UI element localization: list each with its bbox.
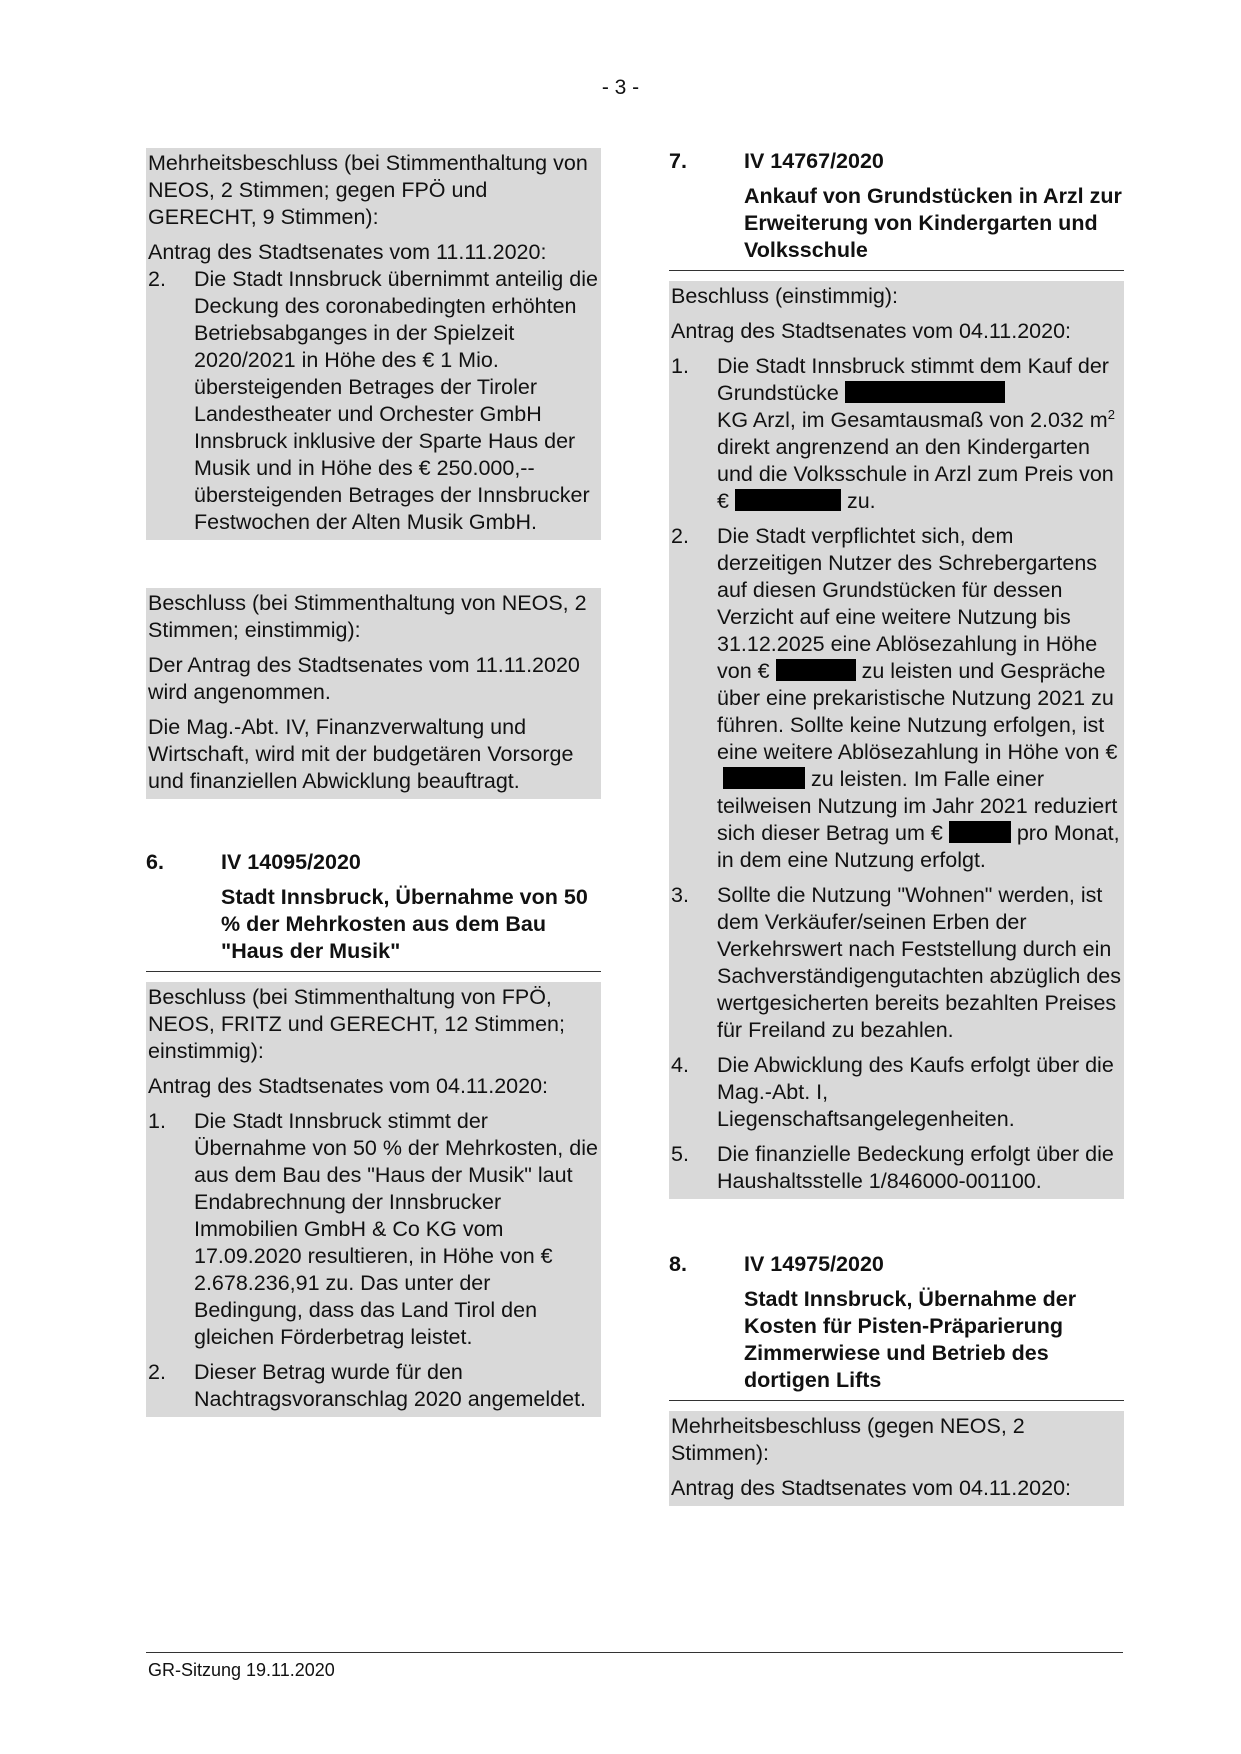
antrag-text: Antrag des Stadtsenates vom 04.11.2020: [148, 1074, 549, 1098]
item-list [148, 1108, 599, 1413]
item-number: 1. [671, 354, 689, 378]
paragraph: Der Antrag des Stadtsenates vom 11.11.2020 wird angenommen. [148, 653, 580, 704]
section-title: Ankauf von Grundstücken in Arzl zur Erweiterung von Kindergarten und Volksschule [744, 184, 1122, 262]
section-number: 7. [669, 149, 687, 173]
antrag-text: Antrag des Stadtsenates vom 11.11.2020: [148, 240, 547, 264]
left-column [146, 148, 601, 1417]
paragraph: Die Mag.-Abt. IV, Finanzverwaltung und Wirtschaft, wird mit der budgetären Vorsorge und finanziellen Abwicklung beauftragt. [148, 715, 574, 793]
divider [669, 1400, 1124, 1401]
page-number: - 3 - [601, 76, 640, 99]
section-number: 6. [146, 850, 164, 874]
list-item [671, 523, 1122, 874]
section-heading [669, 1251, 1124, 1278]
decision-text: Mehrheitsbeschluss (gegen NEOS, 2 Stimmen): [671, 1414, 1025, 1465]
list-item [671, 353, 1122, 515]
item-number: 4. [671, 1053, 689, 1077]
item-text [717, 353, 1122, 515]
decision-block-5-continued [146, 148, 601, 540]
section-7 [669, 148, 1124, 1199]
footer-text: GR-Sitzung 19.11.2020 [148, 1660, 335, 1680]
antrag-text: Antrag des Stadtsenates vom 04.11.2020: [671, 1476, 1072, 1500]
item-text: Die finanzielle Bedeckung erfolgt über die Haushaltsstelle 1/846000-001100. [717, 1142, 1114, 1193]
item-text: Die Abwicklung des Kaufs erfolgt über die Mag.-Abt. I, Liegenschaftsangelegenheiten. [717, 1053, 1114, 1131]
item-text-part: zu leisten. Im Falle einer teilweisen Nutzung im Jahr 2021 reduziert sich dieser Betrag um € [717, 767, 1118, 845]
right-column [669, 148, 1124, 1506]
redaction-box [723, 767, 805, 789]
decision-text: Beschluss (bei Stimmenthaltung von NEOS, 2 Stimmen; einstimmig): [148, 591, 587, 642]
list-item [148, 1108, 599, 1351]
section-title: Stadt Innsbruck, Übernahme von 50 % der Mehrkosten aus dem Bau "Haus der Musik" [221, 885, 588, 963]
section-number: 8. [669, 1252, 687, 1276]
item-text: Dieser Betrag wurde für den Nachtragsvoranschlag 2020 angemeldet. [194, 1360, 587, 1411]
list-item [671, 1052, 1122, 1133]
section-reference: IV 14767/2020 [744, 149, 884, 173]
item-text [717, 523, 1122, 874]
antrag-text: Antrag des Stadtsenates vom 04.11.2020: [671, 319, 1072, 343]
item-text-part: zu leisten und Gespräche über eine prekaristische Nutzung 2021 zu führen. Sollte keine Nutzung erfolgen, ist eine weitere Ablösezahlung in Höhe von € [717, 659, 1118, 764]
decision-text: Beschluss (bei Stimmenthaltung von FPÖ, NEOS, FRITZ und GERECHT, 12 Stimmen; einstimmig): [148, 985, 565, 1063]
divider [669, 270, 1124, 271]
footer-divider [146, 1652, 1123, 1653]
item-number: 5. [671, 1142, 689, 1166]
item-number: 1. [148, 1109, 166, 1133]
item-text: Die Stadt Innsbruck stimmt der Übernahme von 50 % der Mehrkosten, die aus dem Bau des "Haus der Musik" laut Endabrechnung der Innsbrucker Immobilien GmbH & Co KG vom 17.09.2020 resultieren, in Höhe von € 2.678.236,91 zu. Das unter der Bedingung, dass das Land Tirol den gleichen Förderbetrag leistet. [194, 1109, 598, 1349]
decision-block-7 [669, 281, 1124, 1199]
section-heading [669, 148, 1124, 175]
item-text: Die Stadt Innsbruck übernimmt anteilig die Deckung des coronabedingten erhöhten Betriebsabganges in der Spielzeit 2020/2021 in Höhe des € 1 Mio. übersteigenden Betrages der Tiroler Landestheater und Orchester GmbH Innsbruck inklusive der Sparte Haus der Musik und in Höhe des € 250.000,-- übersteigenden Betrages der Innsbrucker Festwochen der Alten Musik GmbH. [194, 267, 598, 534]
item-number: 2. [148, 267, 166, 291]
section-6 [146, 849, 601, 1417]
decision-block-8 [669, 1411, 1124, 1506]
list-item [671, 882, 1122, 1044]
redaction-box [735, 489, 841, 511]
section-reference: IV 14975/2020 [744, 1252, 884, 1276]
item-text: Sollte die Nutzung "Wohnen" werden, ist dem Verkäufer/seinen Erben der Verkehrswert nach Feststellung durch ein Sachverständigengutachten abzüglich des wertgesicherten bereits bezahlten Preises für Freiland zu bezahlen. [717, 883, 1122, 1042]
redaction-box [776, 659, 856, 681]
item-text-part: KG Arzl, im Gesamtausmaß von 2.032 m [717, 408, 1108, 432]
item-text-part: Die Stadt verpflichtet sich, dem derzeitigen Nutzer des Schrebergartens auf diesen Grundstücken für dessen Verzicht auf eine weitere Nutzung bis 31.12.2025 eine Ablösezahlung in Höhe von € [717, 524, 1098, 683]
list-item [148, 266, 599, 536]
item-text-part: Die Stadt Innsbruck stimmt dem Kauf der Grundstücke [717, 354, 1109, 405]
item-text-part: direkt angrenzend an den Kindergarten und die Volksschule in Arzl zum Preis von € [717, 435, 1114, 513]
divider [146, 971, 601, 972]
item-number: 3. [671, 883, 689, 907]
decision-text: Beschluss (einstimmig): [671, 284, 898, 308]
section-reference: IV 14095/2020 [221, 850, 361, 874]
list-item [148, 1359, 599, 1413]
decision-text: Mehrheitsbeschluss (bei Stimmenthaltung von NEOS, 2 Stimmen; gegen FPÖ und GERECHT, 9 Stimmen): [148, 151, 588, 229]
redaction-box [845, 381, 1005, 403]
redaction-box [949, 821, 1011, 843]
decision-block-6 [146, 982, 601, 1417]
superscript: 2 [1107, 407, 1115, 422]
item-number: 2. [671, 524, 689, 548]
decision-block-5-result [146, 588, 601, 799]
section-title: Stadt Innsbruck, Übernahme der Kosten für Pisten-Präparierung Zimmerwiese und Betrieb des dortigen Lifts [744, 1287, 1077, 1392]
item-text-part: zu. [840, 489, 876, 513]
section-8 [669, 1251, 1124, 1506]
list-item [671, 1141, 1122, 1195]
item-text-part: pro Monat, in dem eine Nutzung erfolgt. [717, 821, 1120, 872]
item-list [671, 353, 1122, 1195]
section-heading [146, 849, 601, 876]
item-number: 2. [148, 1360, 166, 1384]
